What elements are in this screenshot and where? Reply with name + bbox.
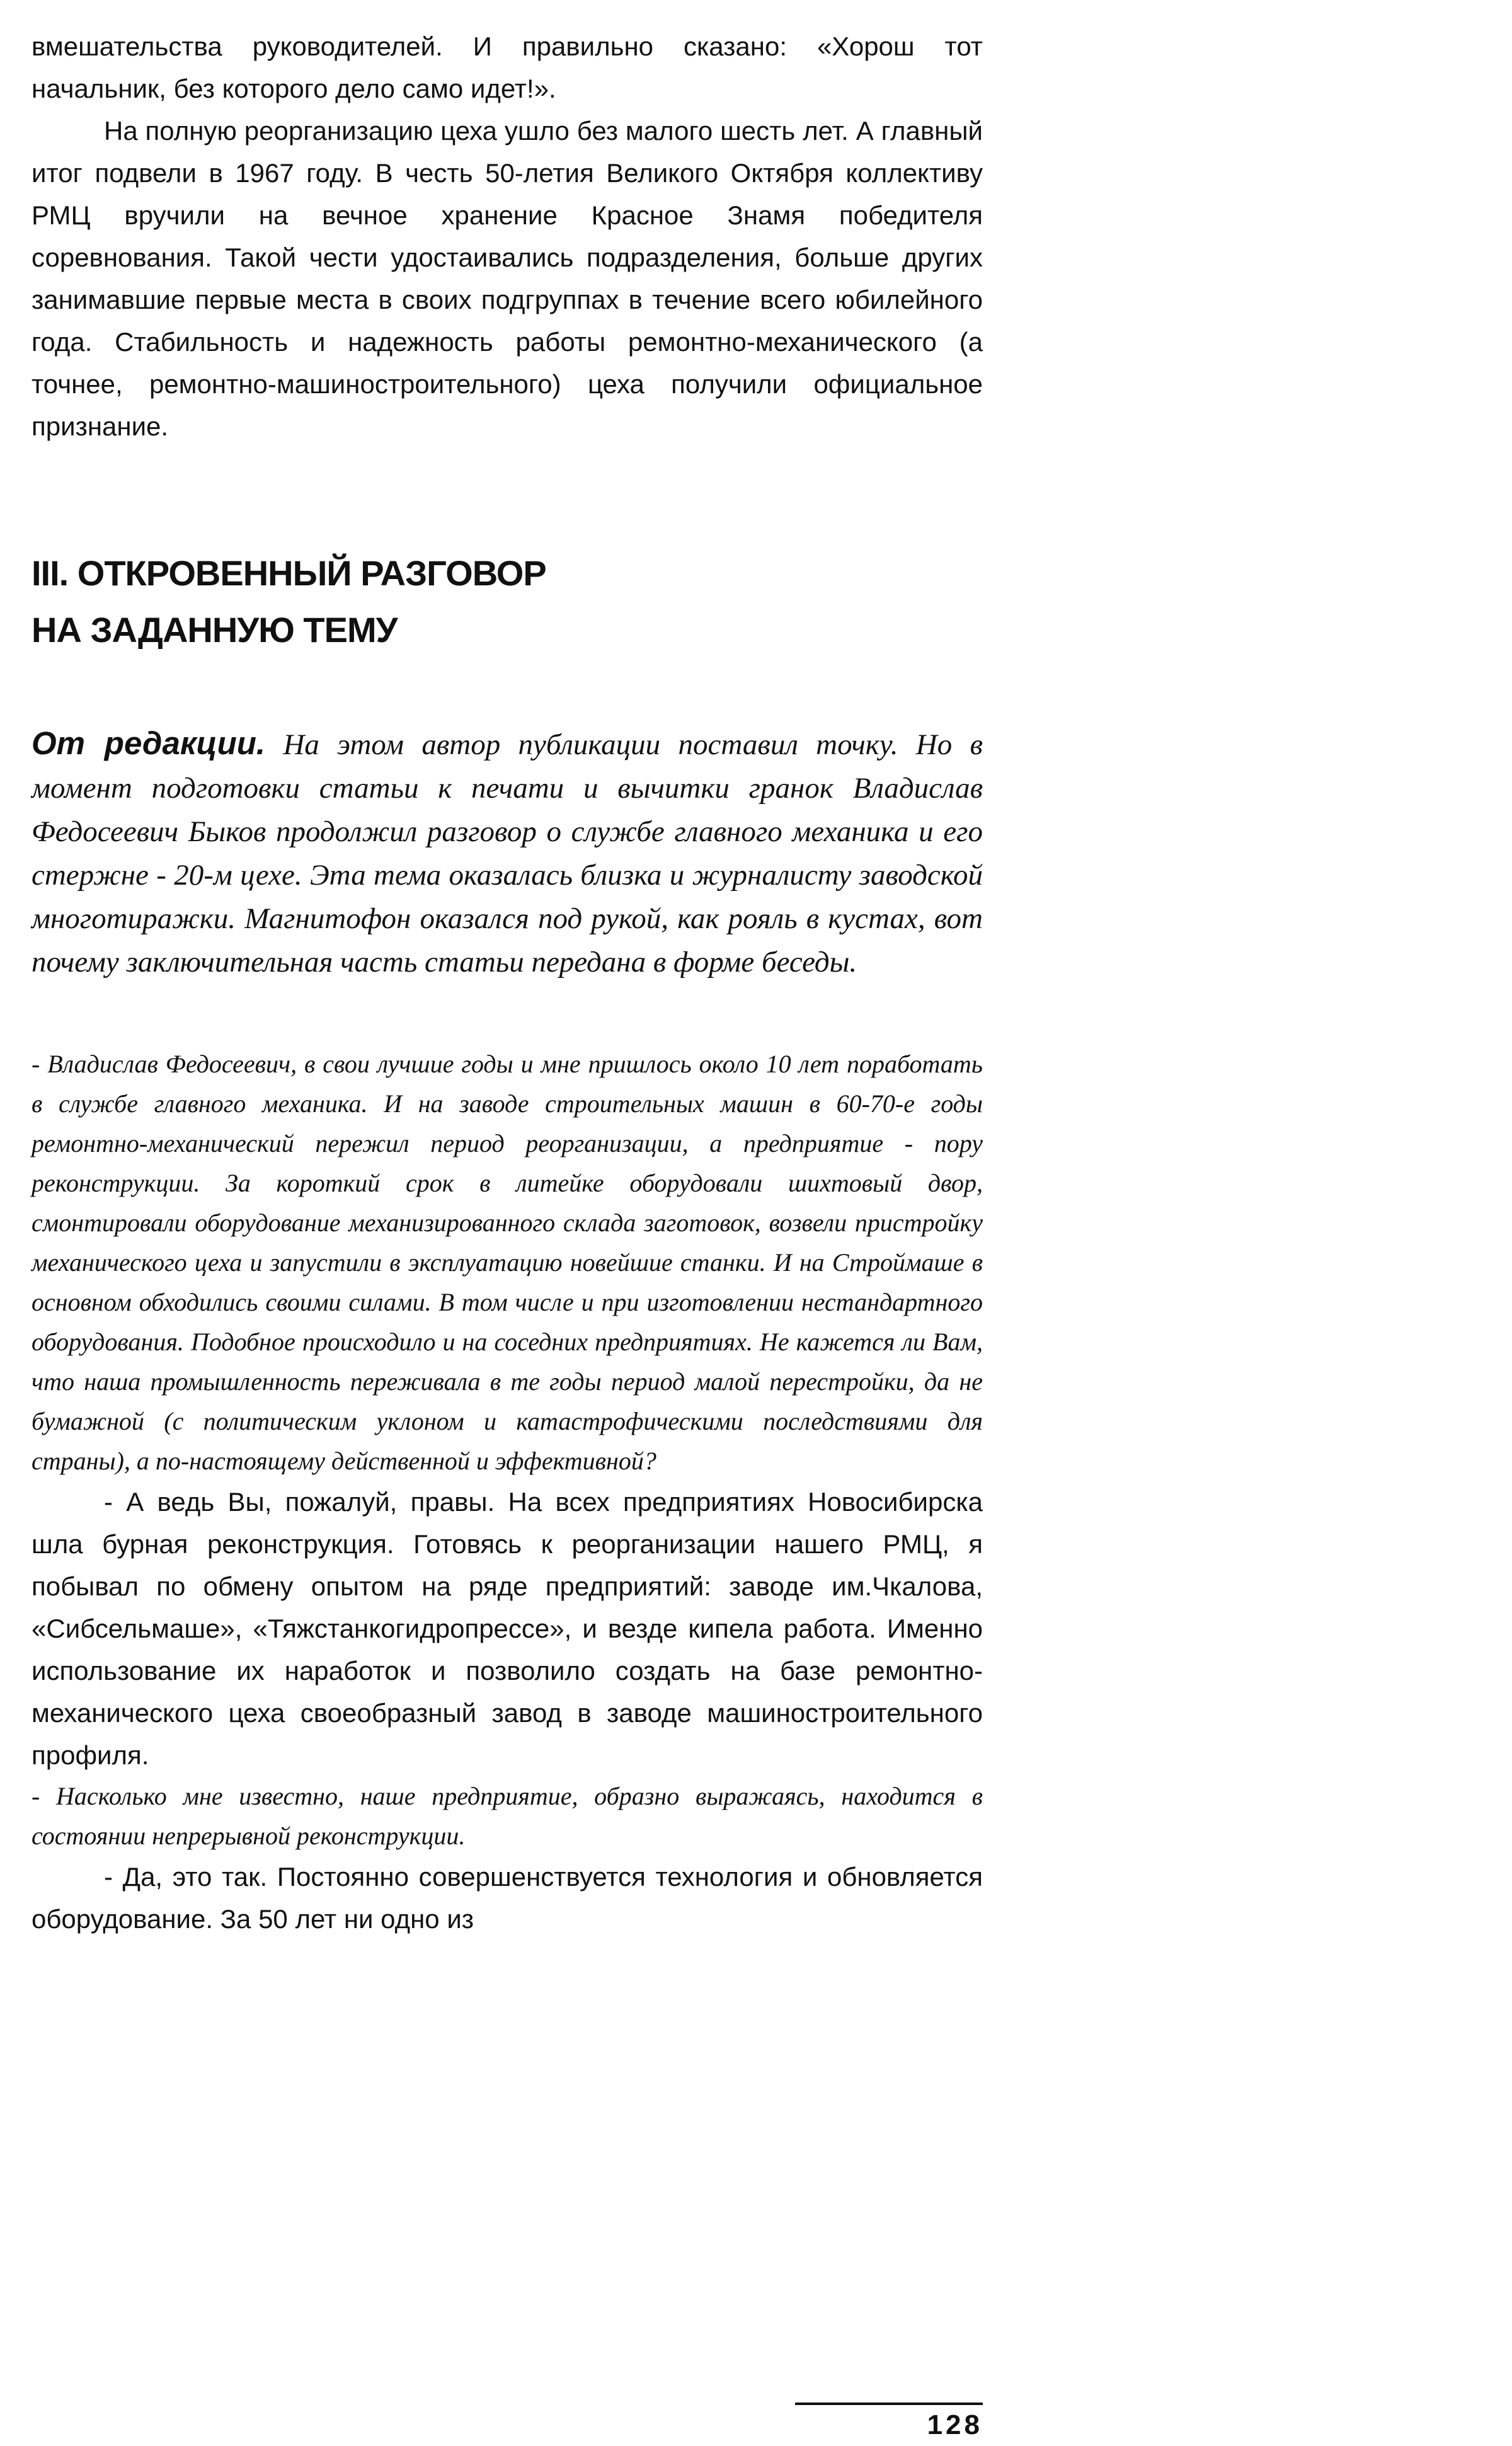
editor-note <box>32 721 983 984</box>
page-body <box>32 25 983 1940</box>
interview-question-1: - Владислав Федосеевич, в свои лучшие годы и мне пришлось около 10 лет поработать в службе главного механика. И на заводе строительных машин в 60-70-е годы ремонтно-механический пережил период реорганизации, а предприятие - пору реконструкции. За короткий срок в литейке оборудовали шихтовый двор, смонтировали оборудование механизированного склада заготовок, возвели пристройку механического цеха и запустили в эксплуатацию новейшие станки. И на Строймаше в основном обходились своими силами. В том числе и при изготовлении нестандартного оборудования. Подобное происходило и на соседних предприятиях. Не кажется ли Вам, что наша промышленность переживала в те годы период малой перестройки, да не бумажной (с политическим уклоном и катастрофическими последствиями для страны), а по-настоящему действенной и эффективной? <box>32 1050 983 1475</box>
paragraph-continuation: вмешательства руководителей. И правильно сказано: «Хорош тот начальник, без которого дело само идет!». <box>32 32 983 103</box>
paragraph-reorganization: На полную реорганизацию цеха ушло без малого шесть лет. А главный итог подвели в 1967 году. В честь 50-летия Великого Октября коллективу РМЦ вручили на вечное хранение Красное Знамя победителя соревнования. Такой чести удостаивались подразделения, больше других занимавшие первые места в своих подгруппах в течение всего юбилейного года. Стабильность и надежность работы ремонтно-механического (а точнее, ремонтно-машиностроительного) цеха получили официальное признание. <box>32 116 983 441</box>
section-heading <box>32 545 983 658</box>
interview-question-2: - Насколько мне известно, наше предприятие, образно выражаясь, находится в состоянии непрерывной реконструкции. <box>32 1782 983 1850</box>
interview-answer-1: - А ведь Вы, пожалуй, правы. На всех предприятиях Новосибирска шла бурная реконструкция. Готовясь к реорганизации нашего РМЦ, я побывал по обмену опытом на ряде предприятий: заводе им.Чкалова, «Сибсельмаше», «Тяжстанкогидропрессе», и везде кипела работа. Именно использование их наработок и позволило создать на базе ремонтно-механического цеха своеобразный завод в заводе машиностроительного профиля. <box>32 1487 983 1770</box>
section-heading-line-1: III. ОТКРОВЕННЫЙ РАЗГОВОР <box>32 553 546 593</box>
section-heading-line-2: НА ЗАДАННУЮ ТЕМУ <box>32 610 398 650</box>
editor-note-label: От редакции. <box>32 725 266 761</box>
interview-answer-2: - Да, это так. Постоянно совершенствуется технология и обновляется оборудование. За 50 лет ни одно из <box>32 1862 983 1934</box>
footer-rule <box>795 2403 983 2405</box>
page-number: 128 <box>927 2409 983 2440</box>
editor-note-text: На этом автор публикации поставил точку. Но в момент подготовки статьи к печати и вычитки гранок Владислав Федосеевич Быков продолжил разговор о службе главного механика и его стержне - 20-м цехе. Эта тема оказалась близка и журналисту заводской многотиражки. Магнитофон оказался под рукой, как рояль в кустах, вот почему заключительная часть статьи передана в форме беседы. <box>32 728 983 979</box>
